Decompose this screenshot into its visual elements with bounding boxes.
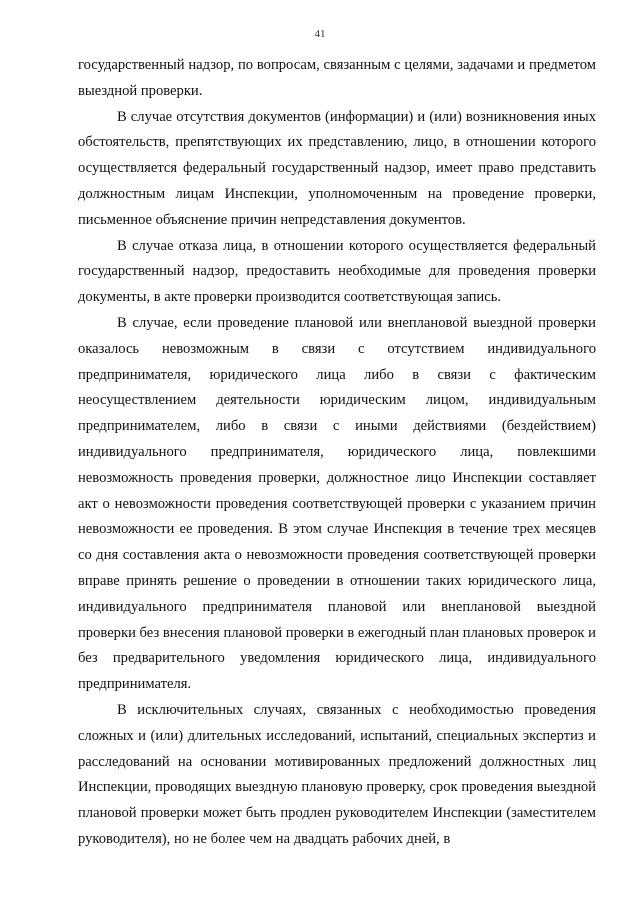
paragraph-continuation: государственный надзор, по вопросам, связанным с целями, задачами и предметом выездной проверки. (78, 57, 596, 99)
paragraph-inspection-impossible: В случае, если проведение плановой или внеплановой выездной проверки оказалось невозможным в связи с отсутствием индивидуального предпринимателя, юридического лица либо в связи с фактическим неосуществлением деятельности юридическим лицом, индивидуальным предпринимателем, либо в связи с иными действиями (бездействием) индивидуального предпринимателя, юридического лица, повлекшими невозможность проведения проверки, должностное лицо Инспекции составляет акт о невозможности проведения соответствующей проверки с указанием причин невозможности ее проведения. В этом случае Инспекция в течение трех месяцев со дня составления акта о невозможности проведения соответствующей проверки вправе принять решение о проведении в отношении таких юридического лица, индивидуального предпринимателя плановой или внеплановой выездной проверки без внесения плановой проверки в ежегодный план плановых проверок и без предварительного уведомления юридического лица, индивидуального предпринимателя. (78, 314, 596, 693)
document-body (78, 53, 596, 853)
paragraph-refusal-record: В случае отказа лица, в отношении которого осуществляется федеральный государственный надзор, предоставить необходимые для проведения проверки документы, в акте проверки производится соответствующая запись. (78, 237, 596, 306)
page-number: 41 (314, 28, 326, 40)
paragraph-missing-documents: В случае отсутствия документов (информации) и (или) возникновения иных обстоятельств, препятствующих их представлению, лицо, в отношении которого осуществляется федеральный государственный надзор, имеет право представить должностным лицам Инспекции, уполномоченным на проведение проверки, письменное объяснение причин непредставления документов. (78, 108, 596, 228)
paragraph-exceptional-cases: В исключительных случаях, связанных с необходимостью проведения сложных и (или) длительных исследований, испытаний, специальных экспертиз и расследований на основании мотивированных предложений должностных лиц Инспекции, проводящих выездную плановую проверку, срок проведения выездной плановой проверки может быть продлен руководителем Инспекции (заместителем руководителя), но не более чем на двадцать рабочих дней, в (78, 701, 596, 847)
